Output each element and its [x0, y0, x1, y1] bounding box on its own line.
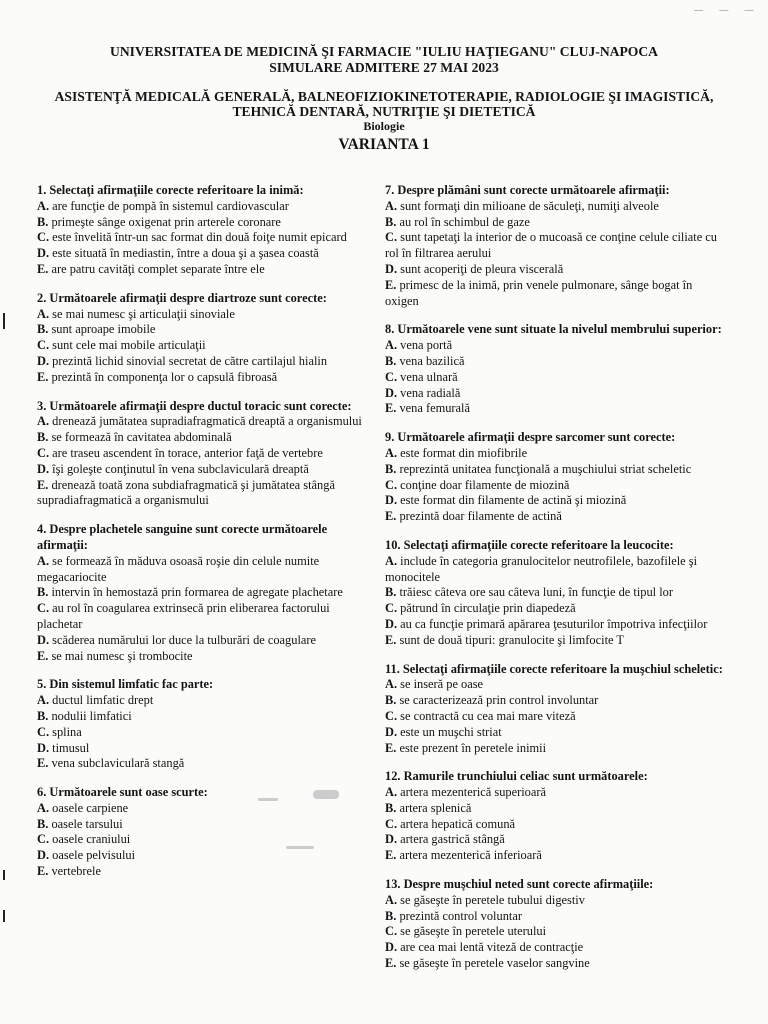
question-stem: 5. Din sistemul limfatic fac parte:	[37, 677, 214, 692]
university-name: UNIVERSITATEA DE MEDICINĂ ŞI FARMACIE "IULIU HAŢIEGANU" CLUJ-NAPOCA	[110, 44, 658, 59]
option-text: reprezintă unitatea funcţională a muşchiului striat scheletic	[396, 461, 692, 476]
option-text: are funcţie de pompă în sistemul cardiovascular	[49, 198, 289, 213]
question-block	[385, 769, 725, 864]
option-letter: B.	[37, 708, 49, 723]
option-letter: A.	[37, 198, 50, 213]
option-text: au rol în coagularea extrinsecă prin eliberarea factorului plachetar	[37, 601, 330, 631]
answer-option	[385, 909, 725, 925]
option-letter: A.	[37, 414, 50, 429]
option-letter: D.	[37, 632, 50, 647]
answer-option	[37, 554, 367, 586]
option-text: este prezent în peretele inimii	[396, 740, 547, 755]
option-text: splina	[49, 724, 82, 739]
option-letter: E.	[385, 632, 397, 647]
scan-smudge	[258, 798, 278, 801]
answer-option	[385, 199, 725, 215]
option-text: se găseşte în peretele uterului	[397, 924, 547, 939]
answer-option	[37, 307, 367, 323]
option-letter: A.	[385, 338, 398, 353]
answer-option	[385, 725, 725, 741]
option-text: trăiesc câteva ore sau câteva luni, în funcţie de tipul lor	[396, 585, 673, 600]
answer-option	[385, 848, 725, 864]
answer-option	[37, 446, 367, 462]
scan-edge-mark	[3, 313, 5, 329]
question-stem: 6. Următoarele sunt oase scurte:	[37, 785, 208, 800]
answer-option	[37, 322, 367, 338]
option-text: este învelită într-un sac format din două foiţe numit epicard	[49, 230, 347, 245]
option-text: pătrund în circulaţie prin diapedeză	[397, 601, 576, 616]
option-text: oasele carpiene	[49, 800, 129, 815]
option-text: drenează toată zona subdiafragmatică şi jumătatea stângă supradiafragmatică a organismului	[37, 477, 335, 508]
option-text: sunt formaţi din milioane de săculeţi, numiţi alveole	[397, 198, 659, 213]
answer-option	[37, 848, 367, 864]
question-block	[385, 538, 725, 649]
option-letter: E.	[385, 401, 397, 416]
option-letter: C.	[385, 477, 398, 492]
option-letter: B.	[37, 430, 49, 445]
option-text: vena bazilică	[396, 353, 465, 368]
answer-option	[37, 478, 367, 510]
answer-option	[385, 354, 725, 370]
option-letter: B.	[37, 322, 49, 337]
programs-line-1: ASISTENŢĂ MEDICALĂ GENERALĂ, BALNEOFIZIOKINETOTERAPIE, RADIOLOGIE ŞI IMAGISTICĂ,	[54, 89, 714, 104]
option-letter: B.	[385, 461, 397, 476]
answer-option	[385, 924, 725, 940]
option-letter: A.	[37, 306, 50, 321]
option-letter: C.	[385, 924, 398, 939]
option-letter: E.	[37, 477, 49, 492]
option-text: are patru cavităţi complet separate între ele	[48, 261, 265, 276]
option-text: se contractă cu cea mai mare viteză	[397, 708, 576, 723]
option-text: îşi goleşte conţinutul în vena subclaviculară dreaptă	[49, 461, 309, 476]
question-stem: 11. Selectaţi afirmaţiile corecte referitoare la muşchiul scheletic:	[385, 661, 723, 676]
option-text: este format din miofibrile	[397, 445, 528, 460]
option-text: ductul limfatic drept	[49, 693, 154, 708]
answer-option	[385, 230, 725, 262]
option-letter: B.	[385, 800, 397, 815]
question-block	[37, 785, 367, 880]
option-letter: D.	[385, 940, 398, 955]
option-letter: E.	[37, 864, 49, 879]
option-letter: E.	[37, 756, 49, 771]
answer-option	[385, 462, 725, 478]
answer-option	[385, 741, 725, 757]
question-block	[385, 662, 725, 757]
option-text: se inseră pe oase	[397, 677, 484, 692]
option-letter: D.	[37, 461, 50, 476]
option-letter: C.	[37, 601, 50, 616]
option-text: se formează în cavitatea abdominală	[48, 430, 232, 445]
scan-edge-mark	[3, 870, 5, 880]
answer-option	[385, 493, 725, 509]
answer-option	[385, 617, 725, 633]
answer-option	[385, 633, 725, 649]
variant-label: VARIANTA 1	[338, 136, 430, 153]
option-text: artera mezenterică superioară	[397, 785, 546, 800]
question-stem: 1. Selectaţi afirmaţiile corecte referitoare la inimă:	[37, 183, 304, 197]
answer-option	[385, 554, 725, 586]
answer-option	[385, 693, 725, 709]
option-text: este un muşchi striat	[397, 724, 502, 739]
option-text: oasele craniului	[49, 832, 131, 847]
option-letter: D.	[385, 724, 398, 739]
option-text: intervin în hemostază prin formarea de agregate plachetare	[48, 585, 343, 600]
option-text: vertebrele	[48, 864, 101, 879]
question-stem: 7. Despre plămâni sunt corecte următoarele afirmaţii:	[385, 183, 670, 197]
option-letter: D.	[37, 246, 50, 261]
option-text: sunt acoperiţi de pleura viscerală	[397, 261, 564, 276]
option-text: vena ulnară	[397, 369, 458, 384]
option-letter: A.	[385, 198, 398, 213]
option-letter: D.	[37, 353, 50, 368]
answer-option	[37, 338, 367, 354]
question-block	[385, 877, 725, 972]
option-letter: D.	[37, 740, 50, 755]
subject-label: Biologie	[363, 119, 405, 133]
option-text: nodulii limfatici	[48, 708, 132, 723]
answer-option	[37, 370, 367, 386]
option-letter: D.	[385, 493, 398, 508]
option-letter: E.	[385, 277, 397, 292]
question-stem: 9. Următoarele afirmaţii despre sarcomer sunt corecte:	[385, 430, 676, 445]
answer-option	[385, 785, 725, 801]
option-text: sunt de două tipuri: granulocite şi limfocite T	[396, 632, 624, 647]
question-block	[37, 183, 367, 278]
answer-option	[385, 478, 725, 494]
option-text: vena femurală	[396, 401, 470, 416]
option-letter: E.	[37, 369, 49, 384]
option-letter: B.	[385, 908, 397, 923]
answer-option	[385, 215, 725, 231]
answer-option	[37, 246, 367, 262]
option-letter: C.	[37, 724, 50, 739]
option-text: are traseu ascendent în torace, anterior faţă de vertebre	[49, 445, 323, 460]
question-stem: 10. Selectaţi afirmaţiile corecte referitoare la leucocite:	[385, 537, 674, 552]
option-text: este situată în mediastin, între a doua şi a şasea coastă	[49, 246, 319, 261]
answer-option	[37, 649, 367, 665]
option-text: se mai numesc şi trombocite	[48, 648, 193, 663]
answer-option	[37, 430, 367, 446]
option-letter: B.	[385, 693, 397, 708]
option-text: se mai numesc şi articulaţii sinoviale	[49, 306, 235, 321]
answer-option	[37, 462, 367, 478]
option-letter: C.	[37, 230, 50, 245]
option-text: drenează jumătatea supradiafragmatică dreaptă a organismului	[49, 414, 362, 429]
option-text: are cea mai lentă viteză de contracţie	[397, 940, 584, 955]
option-text: prezintă în componenţa lor o capsulă fibroasă	[48, 369, 278, 384]
option-letter: D.	[385, 385, 398, 400]
option-letter: A.	[385, 553, 398, 568]
question-block	[37, 291, 367, 386]
option-letter: C.	[385, 230, 398, 245]
option-letter: C.	[385, 601, 398, 616]
option-text: se formează în măduva osoasă roşie din celule numite megacariocite	[37, 553, 320, 584]
question-stem: 12. Ramurile trunchiului celiac sunt următoarele:	[385, 769, 648, 784]
answer-option	[385, 278, 725, 310]
answer-option	[385, 817, 725, 833]
option-letter: B.	[385, 585, 397, 600]
answer-option	[385, 446, 725, 462]
document-header	[0, 44, 768, 155]
answer-option	[385, 509, 725, 525]
option-text: se găseşte în peretele tubului digestiv	[397, 892, 585, 907]
option-letter: C.	[37, 832, 50, 847]
option-letter: A.	[37, 693, 50, 708]
answer-option	[37, 230, 367, 246]
answer-option	[37, 414, 367, 430]
scan-artifact-marks: — — —	[693, 5, 760, 16]
answer-option	[37, 633, 367, 649]
option-text: prezintă control voluntar	[396, 908, 522, 923]
option-text: prezintă doar filamente de actină	[396, 509, 562, 524]
answer-option	[385, 262, 725, 278]
answer-option	[37, 354, 367, 370]
answer-option	[37, 709, 367, 725]
answer-option	[385, 370, 725, 386]
answer-option	[385, 940, 725, 956]
question-block	[385, 322, 725, 417]
option-text: artera mezenterică inferioară	[396, 848, 542, 863]
answer-option	[37, 215, 367, 231]
answer-option	[385, 832, 725, 848]
option-text: este format din filamente de actină şi miozină	[397, 493, 627, 508]
option-letter: E.	[385, 740, 397, 755]
answer-option	[385, 585, 725, 601]
option-text: timusul	[49, 740, 90, 755]
answer-option	[37, 199, 367, 215]
answer-option	[37, 832, 367, 848]
question-block	[385, 430, 725, 525]
option-text: vena portă	[397, 338, 453, 353]
answer-option	[385, 709, 725, 725]
option-letter: A.	[385, 785, 398, 800]
answer-option	[385, 677, 725, 693]
option-letter: E.	[385, 848, 397, 863]
question-stem: 8. Următoarele vene sunt situate la nivelul membrului superior:	[385, 322, 722, 337]
option-letter: A.	[37, 553, 50, 568]
option-letter: B.	[385, 214, 397, 229]
option-text: conţine doar filamente de miozină	[397, 477, 570, 492]
option-letter: A.	[37, 800, 50, 815]
programs-line-2: TEHNICĂ DENTARĂ, NUTRIŢIE ŞI DIETETICĂ	[232, 104, 536, 119]
option-text: primeşte sânge oxigenat prin arterele coronare	[48, 214, 281, 229]
option-letter: D.	[385, 616, 398, 631]
exam-title: SIMULARE ADMITERE 27 MAI 2023	[269, 60, 499, 75]
option-letter: C.	[37, 338, 50, 353]
option-text: artera gastrică stângă	[397, 832, 505, 847]
question-stem: 4. Despre plachetele sanguine sunt corecte următoarele afirmaţii:	[37, 522, 328, 552]
option-letter: A.	[385, 892, 398, 907]
scan-smudge	[313, 790, 339, 799]
answer-option	[385, 386, 725, 402]
option-text: oasele pelvisului	[49, 848, 136, 863]
option-text: au rol în schimbul de gaze	[396, 214, 530, 229]
option-letter: D.	[37, 848, 50, 863]
option-text: include în categoria granulocitelor neutrofilele, bazofilele şi monocitele	[385, 553, 698, 584]
option-letter: D.	[385, 832, 398, 847]
answer-option	[37, 693, 367, 709]
option-text: sunt cele mai mobile articulaţii	[49, 338, 206, 353]
answer-option	[385, 601, 725, 617]
option-letter: B.	[385, 353, 397, 368]
answer-option	[385, 893, 725, 909]
option-text: artera splenică	[396, 800, 472, 815]
question-stem: 2. Următoarele afirmaţii despre diartroze sunt corecte:	[37, 290, 327, 305]
right-question-column	[385, 183, 725, 985]
question-stem: 13. Despre muşchiul neted sunt corecte afirmaţiile:	[385, 877, 654, 892]
answer-option	[37, 601, 367, 633]
option-letter: A.	[385, 445, 398, 460]
answer-option	[37, 741, 367, 757]
option-letter: B.	[37, 214, 49, 229]
answer-option	[385, 801, 725, 817]
option-letter: B.	[37, 816, 49, 831]
answer-option	[385, 956, 725, 972]
answer-option	[37, 817, 367, 833]
answer-option	[37, 585, 367, 601]
option-letter: C.	[37, 445, 50, 460]
question-block	[37, 677, 367, 772]
option-text: artera hepatică comună	[397, 816, 516, 831]
question-block	[37, 522, 367, 664]
question-block	[385, 183, 725, 309]
answer-option	[37, 262, 367, 278]
option-text: vena subclaviculară stangă	[48, 756, 185, 771]
answer-option	[37, 725, 367, 741]
option-letter: D.	[385, 261, 398, 276]
option-letter: C.	[385, 816, 398, 831]
option-text: se găseşte în peretele vaselor sangvine	[396, 956, 590, 971]
left-question-column	[37, 183, 367, 893]
answer-option	[385, 401, 725, 417]
option-letter: E.	[385, 509, 397, 524]
option-letter: E.	[37, 648, 49, 663]
option-letter: A.	[385, 677, 398, 692]
option-text: vena radială	[397, 385, 461, 400]
answer-option	[37, 756, 367, 772]
option-letter: C.	[385, 708, 398, 723]
option-text: scăderea numărului lor duce la tulburări de coagulare	[49, 632, 317, 647]
option-letter: E.	[385, 956, 397, 971]
option-letter: C.	[385, 369, 398, 384]
answer-option	[37, 801, 367, 817]
question-stem: 3. Următoarele afirmaţii despre ductul toracic sunt corecte:	[37, 398, 352, 413]
option-text: au ca funcţie primară apărarea ţesuturilor împotriva infecţiilor	[397, 616, 708, 631]
question-block	[37, 399, 367, 510]
answer-option	[37, 864, 367, 880]
option-letter: B.	[37, 585, 49, 600]
option-text: oasele tarsului	[48, 816, 123, 831]
option-text: se caracterizează prin control involuntar	[396, 693, 599, 708]
option-text: primesc de la inimă, prin venele pulmonare, sânge bogat în oxigen	[385, 277, 693, 308]
scan-edge-mark	[3, 910, 5, 922]
scan-smudge	[286, 846, 314, 849]
answer-option	[385, 338, 725, 354]
option-text: sunt aproape imobile	[48, 322, 156, 337]
option-letter: E.	[37, 261, 49, 276]
option-text: sunt tapetaţi la interior de o mucoasă ce conţine celule ciliate cu rol în filtrarea aerului	[385, 230, 718, 261]
option-text: prezintă lichid sinovial secretat de către cartilajul hialin	[49, 353, 328, 368]
